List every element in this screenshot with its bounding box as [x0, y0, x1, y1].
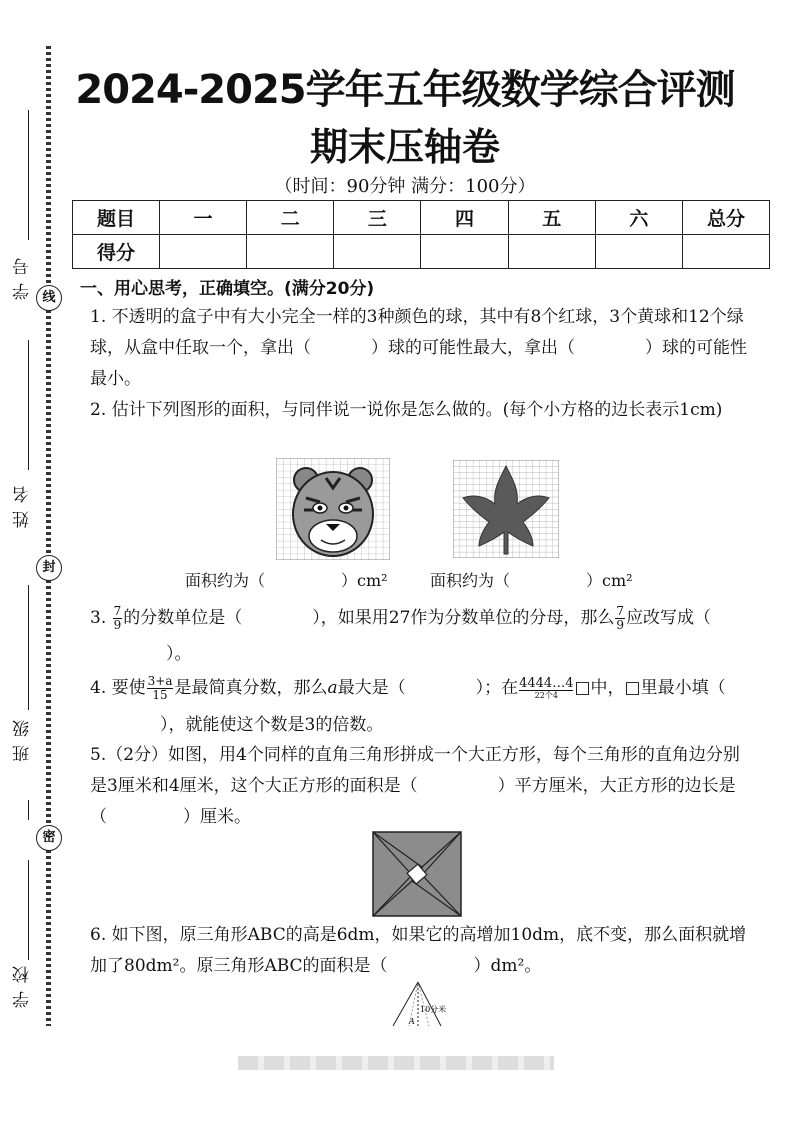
- q4-text-e: ），就能使这个数是3的倍数。: [160, 715, 384, 735]
- q5-text-b: ）平方厘米，大正方形的边长是（: [90, 776, 736, 827]
- question-3: [90, 600, 750, 672]
- tiger-grid-figure: [276, 458, 390, 560]
- tiger-head-icon: [293, 468, 373, 556]
- score-cell[interactable]: [421, 235, 508, 269]
- pinwheel-square-figure: [372, 831, 462, 917]
- triangle-abc-figure: [385, 980, 465, 1028]
- q6-text-b: ）dm²。: [473, 956, 542, 976]
- score-header-cell: 四: [421, 201, 508, 235]
- score-table-score-row: [73, 235, 770, 269]
- class-label: 班级: [13, 712, 33, 762]
- section1-heading: 一、用心思考，正确填空。(满分20分): [80, 279, 375, 299]
- score-header-cell: 一: [160, 201, 247, 235]
- question-5: [90, 740, 750, 833]
- score-row-label: 得分: [73, 235, 160, 269]
- name-line: [28, 340, 29, 470]
- q3-text-c: 应改写成（: [626, 608, 712, 628]
- score-cell[interactable]: [160, 235, 247, 269]
- score-header-cell: 三: [334, 201, 421, 235]
- score-table-header-row: [73, 201, 770, 235]
- question-1: [90, 302, 750, 395]
- score-cell[interactable]: [247, 235, 334, 269]
- q5-text-c: ）厘米。: [183, 807, 251, 827]
- q1-text-b: ）球的可能性最大，拿出（: [371, 338, 575, 358]
- score-cell[interactable]: [683, 235, 770, 269]
- q4-fraction: [147, 675, 174, 702]
- q4-text-c: ）；在: [475, 678, 519, 698]
- triangle-height-label: 10分米: [420, 1005, 447, 1014]
- name-label: 姓名: [13, 478, 33, 528]
- q4-fraction-numerator: 3+a: [147, 674, 173, 688]
- circle-line-mark: 线: [36, 285, 62, 311]
- score-header-cell: 六: [595, 201, 682, 235]
- q2-caption-1-text: 面积约为（: [185, 571, 266, 590]
- q4-text-b: 最大是（: [337, 678, 406, 698]
- q4-text-d: □中，□里最小填（: [574, 678, 726, 698]
- q3-fraction-2-denominator: 9: [616, 618, 625, 632]
- circle-seal-mark: 封: [36, 555, 62, 581]
- school-line: [28, 860, 29, 960]
- question-4: [90, 670, 750, 744]
- exam-subtitle: （时间：90分钟 满分：100分）: [274, 176, 536, 197]
- circle-secret-mark: 密: [36, 825, 62, 851]
- leaf-grid-figure: [453, 460, 559, 558]
- student-id-label: 学号: [13, 250, 33, 300]
- q2-caption-1-unit: ）cm²: [341, 571, 388, 590]
- q1-text-a: 1. 不透明的盒子中有大小完全一样的3种颜色的球，其中有8个红球，3个黄球和12个绿球，从盒中任取一个，拿出（: [90, 307, 744, 358]
- q4-text-intro: 4. 要使: [90, 678, 146, 698]
- score-table: [72, 200, 770, 269]
- q1-text-c: ）球的可能性最小。: [90, 338, 747, 389]
- q3-fraction-1-denominator: 9: [113, 618, 122, 632]
- binding-dotted-line: [46, 46, 51, 1026]
- q3-number: 3.: [90, 608, 107, 628]
- q4-digits: 4444…4: [519, 676, 574, 691]
- score-header-cell: 总分: [683, 201, 770, 235]
- score-header-cell: 五: [508, 201, 595, 235]
- q4-fraction-denominator: 15: [152, 688, 168, 702]
- q4-variable: a: [327, 678, 338, 698]
- q5-text-a: 5.（2分）如图，用4个同样的直角三角形拼成一个大正方形，每个三角形的直角边分别是3厘米和4厘米，这个大正方形的面积是（: [90, 745, 740, 796]
- q3-text-b: ），如果用27作为分数单位的分母，那么: [312, 608, 615, 628]
- triangle-vertex-label: A: [409, 1017, 415, 1026]
- score-header-cell: 题目: [73, 201, 160, 235]
- score-header-cell: 二: [247, 201, 334, 235]
- q6-text-a: 6. 如下图，原三角形ABC的高是6dm，如果它的高增加10dm，底不变，那么面积就增加了80dm²。原三角形ABC的面积是（: [90, 925, 747, 976]
- q2-caption-1: [185, 568, 388, 591]
- q3-text-a: 的分数单位是（: [123, 608, 243, 628]
- q2-caption-2-unit: ）cm²: [586, 571, 633, 590]
- q3-text-d: ）。: [166, 644, 192, 664]
- score-cell[interactable]: [595, 235, 682, 269]
- class-line-lower: [28, 800, 29, 820]
- question-6: [90, 920, 750, 982]
- student-id-line: [28, 110, 29, 240]
- question-2: 2. 估计下列图形的面积，与同伴说一说你是怎么做的。(每个小方格的边长表示1cm): [90, 400, 723, 420]
- score-cell[interactable]: [334, 235, 421, 269]
- exam-title-line1: 2024-2025学年五年级数学综合评测: [75, 67, 735, 113]
- q4-text-a: 是最简真分数，那么: [174, 678, 328, 698]
- school-label: 学校: [13, 958, 33, 1008]
- q2-caption-2: [430, 568, 633, 591]
- exam-title-line2: 期末压轴卷: [309, 125, 500, 169]
- score-cell[interactable]: [508, 235, 595, 269]
- q4-brace-note: 22个4: [519, 690, 573, 700]
- q4-repeated-digits: [519, 677, 573, 700]
- q2-caption-2-text: 面积约为（: [430, 571, 511, 590]
- q3-fraction-1-numerator: 7: [113, 604, 122, 618]
- blurred-footer-watermark: [238, 1056, 554, 1070]
- q3-fraction-2: [615, 605, 625, 632]
- q3-fraction-2-numerator: 7: [616, 604, 625, 618]
- q3-fraction-1: [113, 605, 123, 632]
- class-line: [28, 585, 29, 710]
